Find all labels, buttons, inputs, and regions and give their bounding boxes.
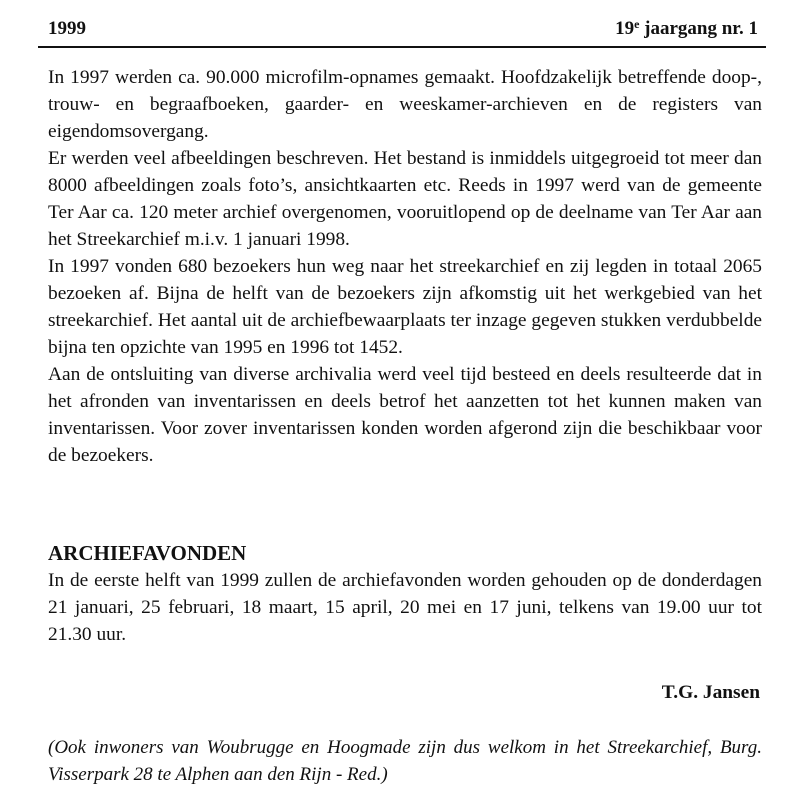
page-header <box>38 18 760 44</box>
paragraph-afbeeldingen: Er werden veel afbeeldingen beschreven. Het bestand is inmiddels uitgegroeid tot meer dan 8000 afbeeldingen zoals foto’s, ansichtkaarten etc. Reeds in 1997 werd van de gemeente Ter Aar ca. 120 meter archief overgenomen, vooruitlopend op de deelname van Ter Aar aan het Streekarchief m.i.v. 1 januari 1998. <box>48 148 762 250</box>
author-signature: T.G. Jansen <box>661 682 760 703</box>
volume-number: 19 <box>615 18 635 39</box>
volume-suffix: e <box>634 17 640 31</box>
header-year: 1999 <box>48 18 86 39</box>
body-text <box>48 64 762 469</box>
paragraph-bezoekers: In 1997 vonden 680 bezoekers hun weg naar het streekarchief en zij legden in totaal 2065 bezoeken af. Bijna de helft van de bezoekers zijn afkomstig uit het werkgebied van het streekarchief. Het aantal uit de archiefbewaarplaats ter inzage gegeven stukken verdubbelde bijna ten opzichte van 1995 en 1996 tot 1452. <box>48 256 762 358</box>
paragraph-ontsluiting: Aan de ontsluiting van diverse archivalia werd veel tijd besteed en deels resulteerde dat in het afronden van inventarissen en deels betrof het aanzetten tot het kunnen maken van inventarissen. Voor zover inventarissen konden worden afgerond zijn die beschikbaar voor de bezoekers. <box>48 364 762 466</box>
section-heading: ARCHIEFAVONDEN <box>48 541 247 565</box>
header-rule <box>38 46 766 48</box>
section-text: In de eerste helft van 1999 zullen de archiefavonden worden gehouden op de donderdagen 21 januari, 25 februari, 18 maart, 15 april, 20 mei en 17 juni, telkens van 19.00 uur tot 21.30 uur. <box>48 570 762 645</box>
header-volume <box>615 18 758 40</box>
editor-note: (Ook inwoners van Woubrugge en Hoogmade zijn dus welkom in het Streekarchief, Burg. Visserpark 28 te Alphen aan den Rijn - Red.) <box>48 737 762 785</box>
paragraph-microfilm: In 1997 werden ca. 90.000 microfilm-opnames gemaakt. Hoofdzakelijk betreffende doop-, trouw- en begraafboeken, gaarder- en weeskamer-archieven en de registers van eigendomsovergang. <box>48 67 762 142</box>
volume-rest: jaargang nr. 1 <box>639 18 758 39</box>
